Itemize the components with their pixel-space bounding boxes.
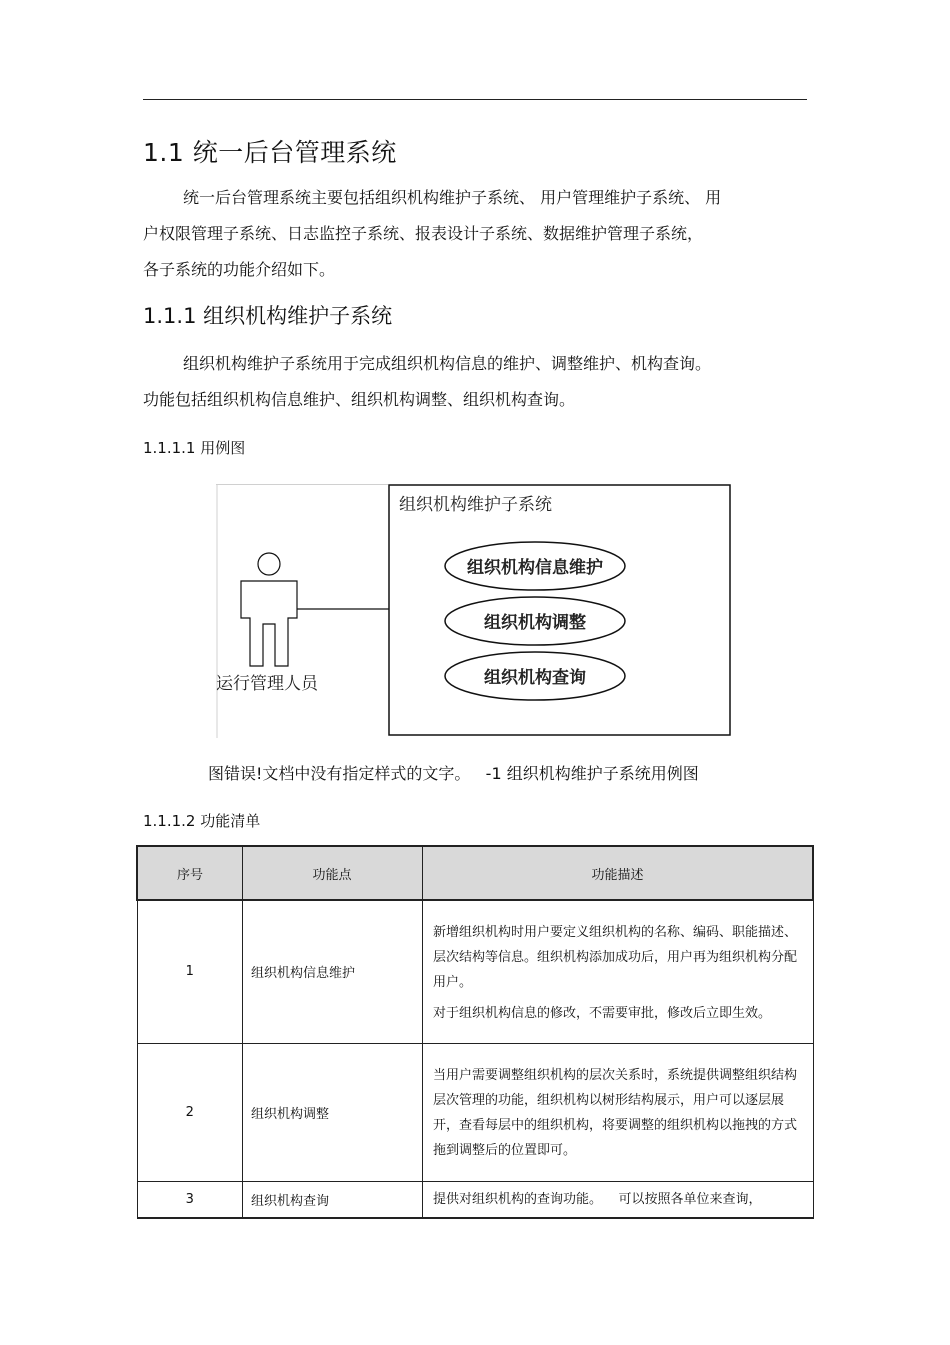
- actor-head: [258, 553, 280, 575]
- header-no: 序号: [137, 846, 243, 900]
- header-rule: [143, 99, 807, 100]
- figure-caption: 图错误!文档中没有指定样式的文字。 -1 组织机构维护子系统用例图: [208, 764, 699, 783]
- actor-label: 运行管理人员: [216, 674, 318, 694]
- row-desc: [423, 900, 814, 1043]
- header-desc: 功能描述: [423, 846, 814, 900]
- usecase-3: [445, 652, 625, 700]
- system-label: 组织机构维护子系统: [399, 495, 552, 515]
- sub-intro-line-2: 功能包括组织机构信息维护、组织机构调整、组织机构查询。: [143, 390, 576, 409]
- header-point: 功能点: [243, 846, 423, 900]
- usecase-label-1: 组织机构信息维护: [467, 558, 603, 578]
- row-desc-para: 当用户需要调整组织机构的层次关系时，系统提供调整组织结构层次管理的功能，组织机构以树形结构展示，用户可以逐层展开，查看每层中的组织机构，将要调整的组织机构以拖拽的方式拖到调整后的位置即可。: [433, 1068, 798, 1158]
- table-row: [137, 1043, 813, 1181]
- usecase-label-2: 组织机构调整: [484, 613, 586, 633]
- actor-figure: [216, 553, 389, 694]
- sub-intro-line-1: 组织机构维护子系统用于完成组织机构信息的维护、调整维护、机构查询。: [183, 354, 712, 373]
- table-row: [137, 1181, 813, 1218]
- subsection-intro: [143, 346, 813, 418]
- function-table: [136, 845, 814, 1219]
- row-no: 2: [137, 1043, 243, 1181]
- row-no: 3: [137, 1181, 243, 1218]
- row-point: 组织机构信息维护: [243, 900, 423, 1043]
- intro-line-2: 户权限管理子系统、日志监控子系统、报表设计子系统、数据维护管理子系统，: [143, 224, 704, 243]
- row-no: 1: [137, 900, 243, 1043]
- row-desc: [423, 1043, 814, 1181]
- row-point: 组织机构调整: [243, 1043, 423, 1181]
- usecase-2: [445, 597, 625, 645]
- actor-body: [241, 581, 297, 666]
- intro-line-3: 各子系统的功能介绍如下。: [143, 260, 336, 279]
- usecase-1: [445, 542, 625, 590]
- funclist-heading: 1.1.1.2 功能清单: [143, 812, 261, 830]
- section-title: 1.1 统一后台管理系统: [143, 138, 397, 167]
- row-desc-para: 新增组织机构时用户要定义组织机构的名称、编码、职能描述、层次结构等信息。组织机构添加成功后，用户再为组织机构分配用户。: [433, 924, 798, 990]
- subsection-title: 1.1.1 组织机构维护子系统: [143, 304, 393, 328]
- usecase-label-3: 组织机构查询: [484, 668, 586, 688]
- row-desc-para: 对于组织机构信息的修改，不需要审批，修改后立即生效。: [433, 1005, 772, 1021]
- row-desc-para: 提供对组织机构的查询功能。 可以按照各单位来查询，: [433, 1191, 762, 1207]
- row-point: 组织机构查询: [243, 1181, 423, 1218]
- usecase-heading: 1.1.1.1 用例图: [143, 439, 246, 457]
- section-intro: [143, 180, 813, 288]
- table-row: [137, 900, 813, 1043]
- intro-line-1: 统一后台管理系统主要包括组织机构维护子系统、 用户管理维护子系统、 用: [183, 188, 722, 207]
- usecase-diagram: [216, 484, 732, 738]
- table-header: [137, 846, 813, 900]
- row-desc: [423, 1181, 814, 1218]
